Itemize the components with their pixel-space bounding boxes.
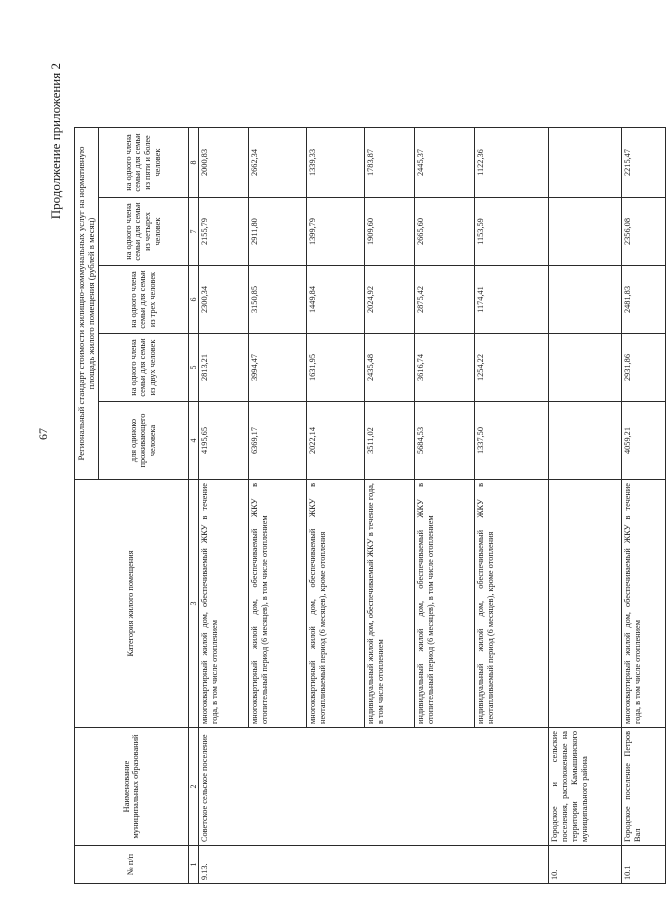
empty-cell [549, 480, 622, 728]
row-category: индивидуальный жилой дом, обеспечиваемый ЖКУ в неотапливаемый период (6 месяцев), кроме отопления [475, 480, 549, 728]
page-number: 67 [36, 428, 50, 440]
section-no: 10. [549, 846, 622, 884]
value-cell: 1783,87 [365, 128, 415, 198]
row-name: Городское поселение Петров Вал [622, 728, 666, 846]
value-cell: 1449,84 [307, 266, 365, 334]
tariff-table [74, 127, 666, 884]
section-row [549, 128, 622, 884]
empty-cell [549, 128, 622, 198]
continuation-title: Продолжение приложения 2 [48, 63, 63, 220]
header-sub-3: на одного члена семьи для семьи из трех человек [98, 266, 188, 334]
value-cell: 1122,36 [475, 128, 549, 198]
row-category: многоквартирный жилой дом, обеспечиваемый ЖКУ в течение года, в том числе отоплением [199, 480, 249, 728]
table-row [199, 128, 249, 884]
value-cell: 5684,53 [415, 402, 475, 480]
col-number: 6 [188, 266, 198, 334]
value-cell: 1174,41 [475, 266, 549, 334]
table-row [622, 128, 666, 884]
header-category: Категория жилого помещения [75, 480, 189, 728]
value-cell: 3994,47 [249, 334, 307, 402]
value-cell: 2875,42 [415, 266, 475, 334]
value-cell: 3511,02 [365, 402, 415, 480]
col-number: 8 [188, 128, 198, 198]
section-name: Городское и сельские поселения, расположенные на территории Камышинского муниципального района [549, 728, 622, 846]
row-no: 10.1 [622, 846, 666, 884]
value-cell: 2662,34 [249, 128, 307, 198]
value-cell: 4059,21 [622, 402, 666, 480]
value-cell: 4195,65 [199, 402, 249, 480]
row-category: многоквартирный жилой дом, обеспечиваемый ЖКУ в неотапливаемый период (6 месяцев), кроме отопления [307, 480, 365, 728]
header-sub-1: для одиноко проживающего человека [98, 402, 188, 480]
header-sub-2: на одного члена семьи для семьи из двух человек [98, 334, 188, 402]
value-cell: 2435,48 [365, 334, 415, 402]
col-number: 4 [188, 402, 198, 480]
header-name: Наименование муниципальных образований [75, 728, 189, 846]
column-number-row [188, 128, 198, 884]
value-cell: 2022,14 [307, 402, 365, 480]
value-cell: 1153,59 [475, 198, 549, 266]
col-number: 2 [188, 728, 198, 846]
empty-cell [549, 198, 622, 266]
row-category: индивидуальный жилой дом, обеспечиваемый ЖКУ в течение года, в том числе отоплением [365, 480, 415, 728]
value-cell: 2813,21 [199, 334, 249, 402]
value-cell: 1337,50 [475, 402, 549, 480]
col-number: 1 [188, 846, 198, 884]
value-cell: 1339,33 [307, 128, 365, 198]
col-number: 3 [188, 480, 198, 728]
empty-cell [549, 402, 622, 480]
rotated-sheet [28, 39, 642, 884]
value-cell: 2000,83 [199, 128, 249, 198]
value-cell: 2215,47 [622, 128, 666, 198]
row-no: 9.13. [199, 846, 549, 884]
empty-cell [549, 266, 622, 334]
row-category: индивидуальный жилой дом, обеспечиваемый ЖКУ в отопительный период (6 месяцев), в том числе отоплением [415, 480, 475, 728]
value-cell: 1399,79 [307, 198, 365, 266]
value-cell: 1631,95 [307, 334, 365, 402]
value-cell: 2911,80 [249, 198, 307, 266]
value-cell: 2665,60 [415, 198, 475, 266]
row-category: многоквартирный жилой дом, обеспечиваемый ЖКУ в течение года, в том числе отоплением [622, 480, 666, 728]
value-cell: 3616,74 [415, 334, 475, 402]
value-cell: 2024,92 [365, 266, 415, 334]
value-cell: 1254,22 [475, 334, 549, 402]
empty-cell [549, 334, 622, 402]
value-cell: 2155,79 [199, 198, 249, 266]
row-category: многоквартирный жилой дом, обеспечиваемый ЖКУ в отопительный период (6 месяцев), в том числе отоплением [249, 480, 307, 728]
value-cell: 3150,85 [249, 266, 307, 334]
value-cell: 2445,37 [415, 128, 475, 198]
header-standard: Региональный стандарт стоимости жилищно-коммунальных услуг на нормативную площадь жилого помещения (рублей в месяц) [75, 128, 99, 480]
value-cell: 6369,17 [249, 402, 307, 480]
col-number: 7 [188, 198, 198, 266]
value-cell: 1909,60 [365, 198, 415, 266]
value-cell: 2356,08 [622, 198, 666, 266]
header-no: № п/п [75, 846, 189, 884]
col-number: 5 [188, 334, 198, 402]
header-sub-5: на одного члена семьи для семьи из пяти и более человек [98, 128, 188, 198]
value-cell: 2300,34 [199, 266, 249, 334]
row-name: Советское сельское поселение [199, 728, 549, 846]
value-cell: 2481,83 [622, 266, 666, 334]
value-cell: 2931,86 [622, 334, 666, 402]
header-sub-4: на одного члена семьи для семьи из четырех человек [98, 198, 188, 266]
